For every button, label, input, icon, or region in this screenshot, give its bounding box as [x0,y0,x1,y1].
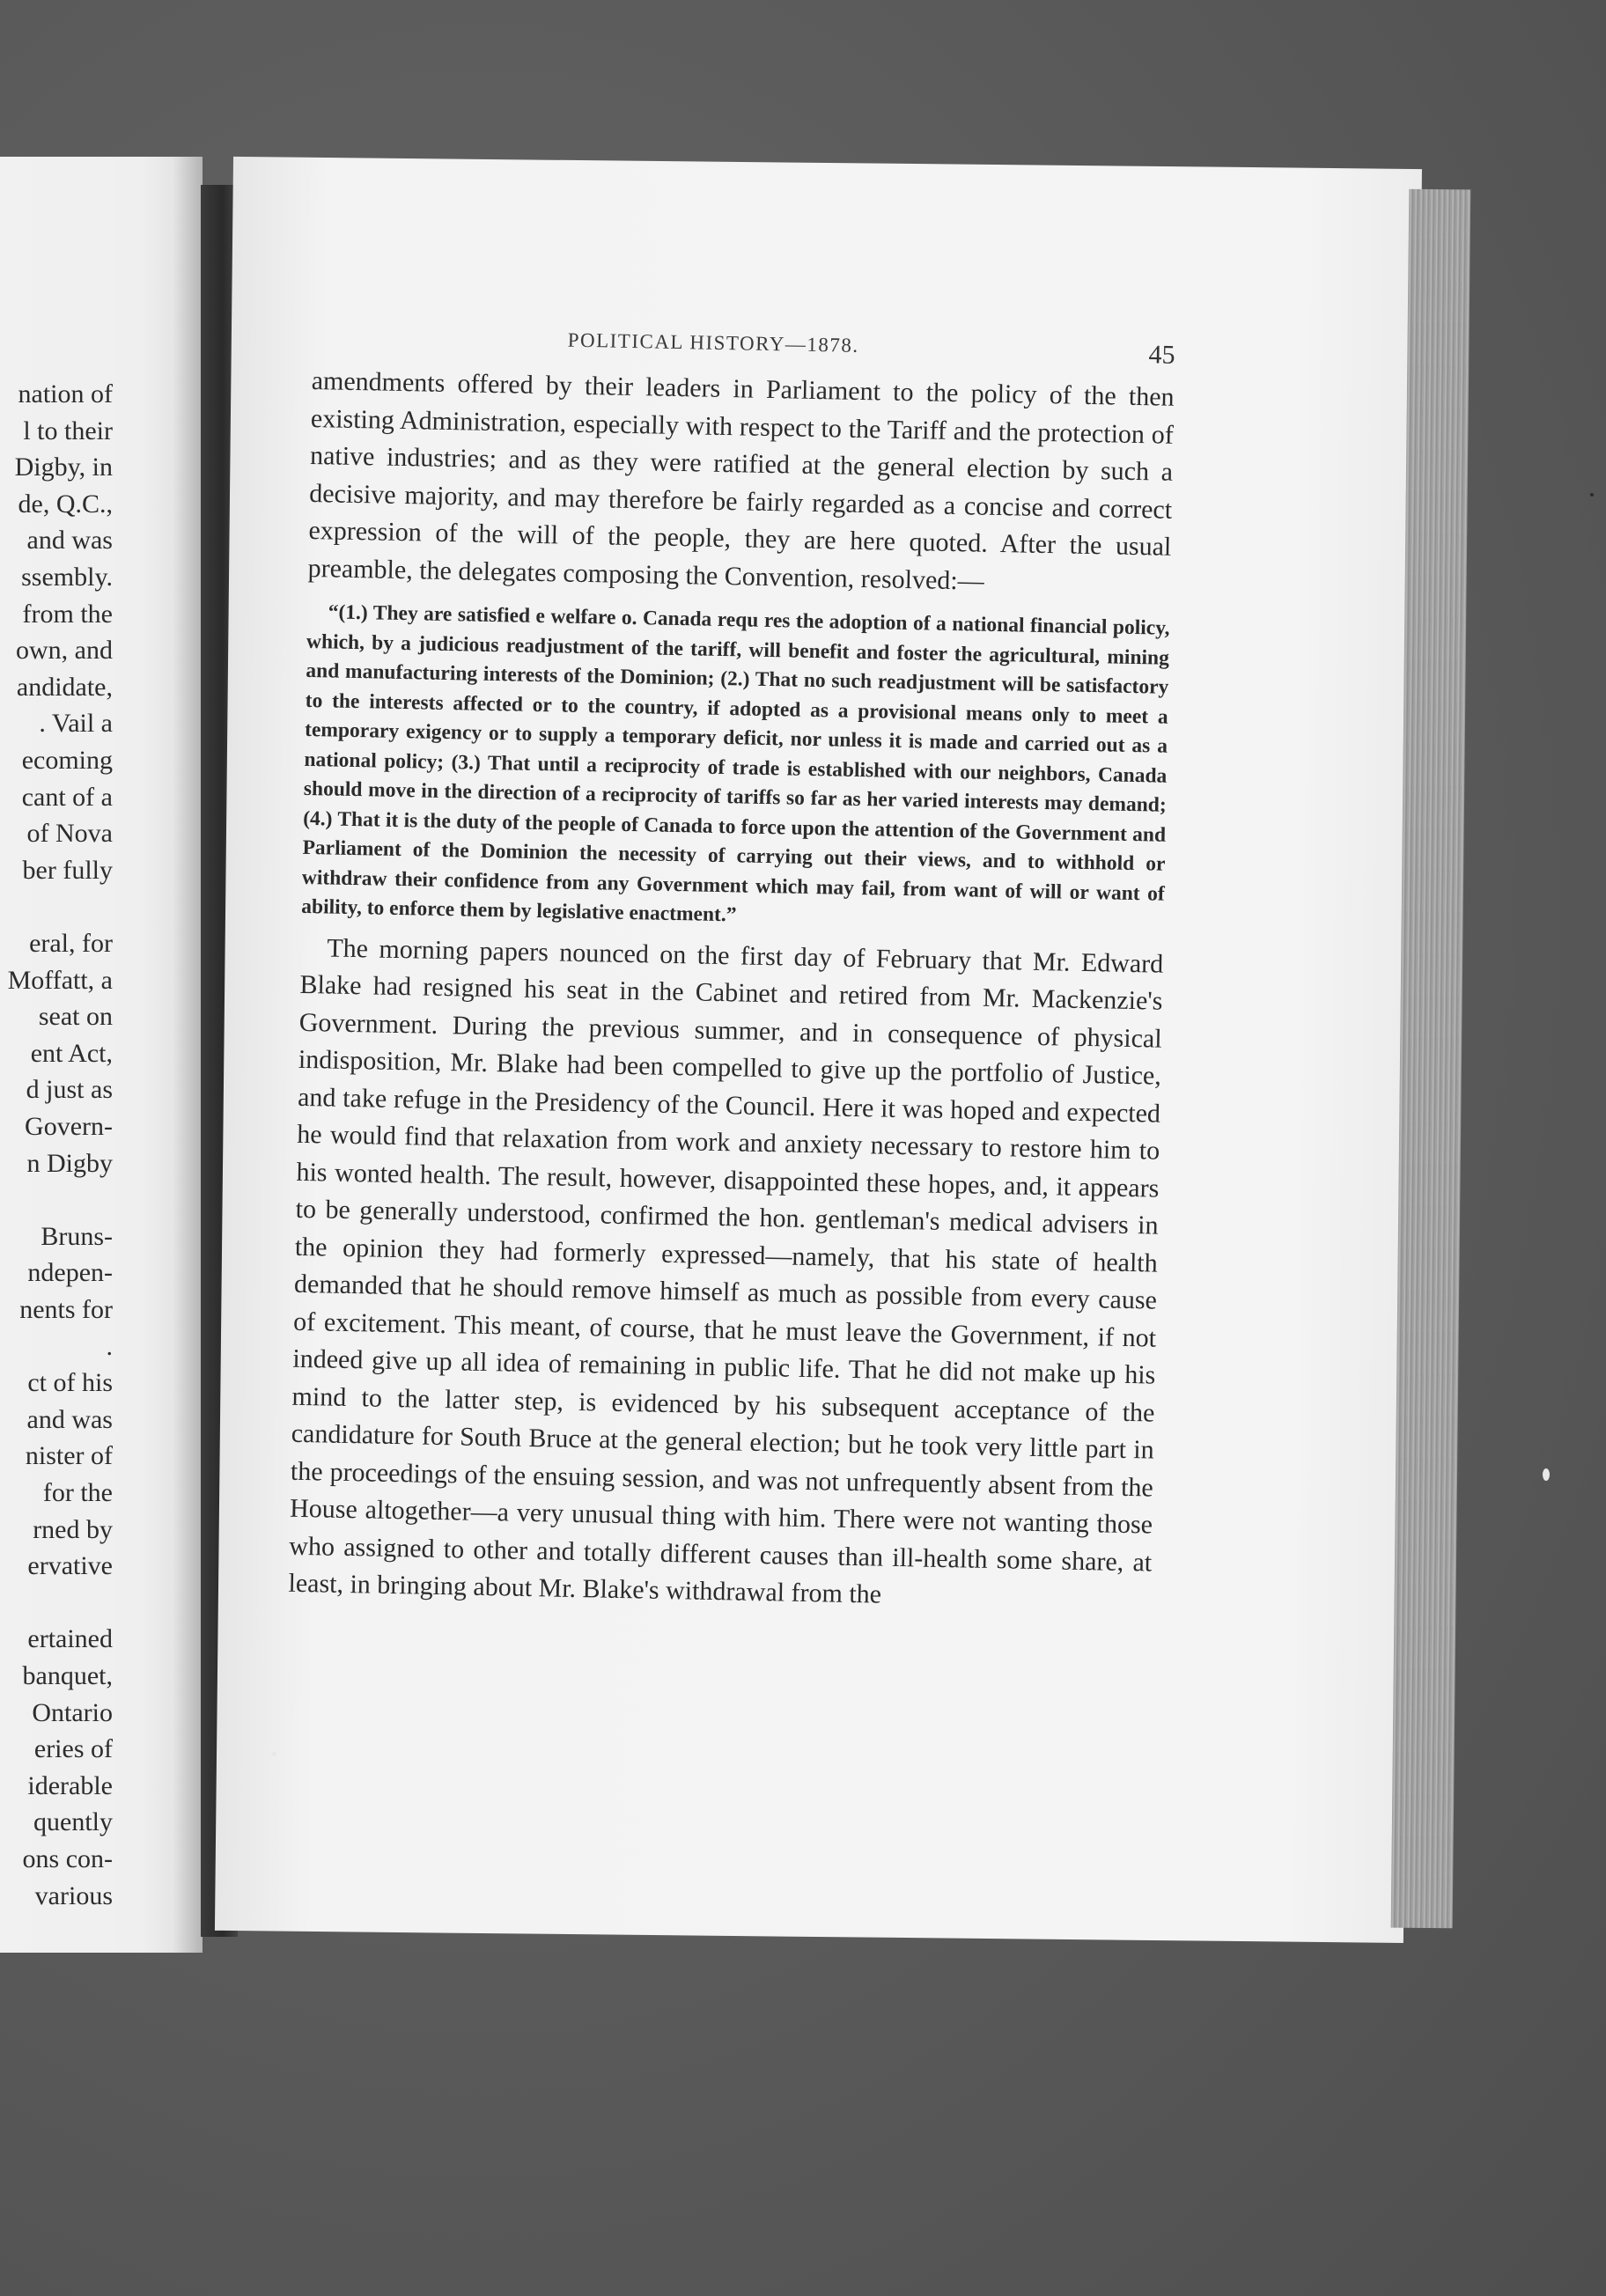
left-page-line: andidate, [16,672,113,702]
left-page-line: rned by [33,1514,113,1544]
quote-text: “(1.) They are satisfied e welfare o. Canada requ res the adoption of a national financial policy, which, by a judicious readjustment of the tariff, will benefit and foster the agricultural, mining and manufacturing interests of the Dominion; (2.) That no such readjustment will be satisfactory to the interests affected or to the country, if adopted as a provisional means only to meet a temporary exigency or to supply a temporary deficit, nor unless it is made and carried out as a national policy; (3.) That until a reciprocity of trade is established with our neighbors, Canada should move in the direction of a reciprocity of tariffs so far as her varied interests may demand; (4.) That it is the duty of the people of Canada to force upon the attention of the Government and Parliament of the Dominion the necessity of carrying out their views, and to withhold or withdraw their confidence from any Government which may fail, from want of will or want of ability, to enforce them by legislative enactment.” [301,600,1170,927]
left-page-line: Moffatt, a [7,965,113,995]
dust-speck [271,1752,276,1756]
left-page-line: Govern- [25,1112,113,1141]
page-number: 45 [1148,340,1175,370]
left-page-line: ssembly. [21,563,113,592]
left-page-line: Ontario [32,1697,113,1727]
left-page-line: cant of a [21,782,113,812]
left-page-line: Digby, in [14,453,113,482]
left-page-line: ecoming [21,746,113,775]
left-page-line: n Digby [26,1148,113,1178]
left-page-line: ervative [27,1551,113,1581]
dust-speck [1590,493,1594,497]
left-page-line: . Vail a [39,709,113,739]
left-page-line: seat on [38,1002,113,1032]
left-page-line: nister of [25,1441,113,1471]
left-page-line: own, and [16,636,113,666]
left-page-line: of Nova [26,819,113,849]
left-page-line: quently [33,1807,113,1837]
left-page-line: various [34,1880,113,1910]
left-page-line: iderable [27,1770,113,1800]
left-page-line: and was [26,1404,113,1434]
left-page-line: ber fully [22,855,113,885]
left-page-line: from the [22,599,113,629]
left-page-line: l to their [23,416,113,445]
dust-speck [1543,1468,1550,1481]
paragraph-2: The morning papers nounced on the first day of February that Mr. Edward Blake had resigned his seat in the Cabinet and retired from Mr. Mackenzie's Government. During the previous summer, and in consequence of physical indisposition, Mr. Blake had been compelled to give up the portfolio of Justice, and take refuge in the Presidency of the Council. Here it was hoped and expected he would find that relaxation from work and anxiety necessary to restore him to his wonted health. The result, however, disappointed these hopes, and, it appears to be generally understood, confirmed the hon. gentleman's medical advisers in the opinion they had formerly expressed—namely, that his state of health demanded that he should remove himself as much as possible from every cause of excitement. This meant, of course, that he must leave the Government, if not indeed give up all idea of remaining in public life. That he did not make up his mind to the latter step, is evidenced by his subsequent acceptance of the candidature for South Bruce at the general election; but he took very little part in the proceedings of the ensuing session, and was not unfrequently absent from the House altogether—a very unusual thing with him. There were not wanting those who assigned to other and totally different causes than ill-health some share, at least, in bringing about Mr. Blake's withdrawal from the [288,932,1164,1609]
left-page-line: nation of [18,379,113,408]
running-title: POLITICAL HISTORY—1878. [567,328,859,357]
left-page-line: for the [42,1478,113,1507]
left-page-line: . [106,1331,113,1361]
left-page-line: nents for [19,1295,113,1324]
left-page-line: and was [26,526,113,556]
left-page-line: ons con- [22,1844,113,1873]
left-page-line: ct of his [27,1368,113,1398]
left-page-line: banquet, [22,1661,113,1690]
left-page-line: ndepen- [27,1258,113,1288]
paragraph-1: amendments offered by their leaders in Parliament to the policy of the then existing Administration, especially with respect to the Tariff and the protection of native industries; and as they were ratified at the general election by such a decisive majority, and may therefore be fairly regarded as a concise and correct expression of the will of the people, they are here quoted. After the usual preamble, the delegates composing the Convention, resolved:— [307,365,1175,596]
left-page-line: de, Q.C., [18,489,113,519]
left-page-gutter-shadow [173,157,203,1953]
right-page-text-block [288,324,1175,1619]
left-page-line: eral, for [29,929,113,958]
left-page-line: eries of [33,1734,113,1764]
left-page-line: ertained [27,1624,113,1654]
left-page-line: Bruns- [41,1221,113,1251]
left-page-line: ent Act, [30,1038,113,1068]
resolution-quote [301,598,1170,938]
left-page-line: d just as [26,1075,113,1105]
